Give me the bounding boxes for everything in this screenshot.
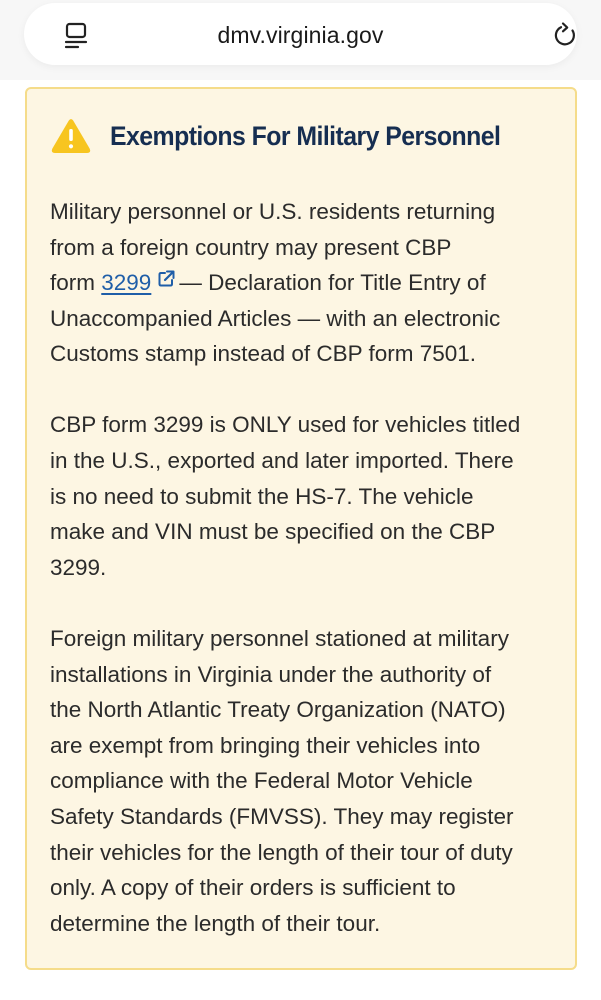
text-line: their vehicles for the length of their tour of duty — [50, 839, 513, 865]
alert-title: Exemptions For Military Personnel — [110, 120, 501, 151]
text-line: in the U.S., exported and later imported. There — [50, 448, 514, 474]
text-line: Foreign military personnel stationed at military — [50, 625, 509, 651]
alert-body — [50, 194, 560, 977]
browser-toolbar — [0, 0, 601, 80]
warning-alert — [25, 87, 577, 970]
text-fragment: form — [50, 270, 102, 296]
text-line-with-link — [50, 265, 560, 301]
text-line: compliance with the Federal Motor Vehicle — [50, 768, 473, 794]
form-3299-link[interactable]: 3299 — [101, 270, 152, 296]
alert-header — [51, 116, 534, 156]
text-line: the North Atlantic Treaty Organization (NATO) — [50, 697, 506, 723]
text-line: Military personnel or U.S. residents returning — [50, 199, 496, 224]
external-link-icon[interactable] — [157, 270, 175, 288]
text-line: is no need to submit the HS-7. The vehicle — [50, 483, 474, 509]
reload-icon[interactable] — [552, 21, 580, 49]
text-fragment: — Declaration for Title Entry of — [179, 270, 486, 296]
url-text[interactable]: dmv.virginia.gov — [217, 22, 384, 48]
text-line: 3299. — [50, 554, 107, 580]
text-line: installations in Virginia under the authority of — [50, 661, 492, 687]
text-line: Customs stamp instead of CBP form 7501. — [50, 341, 477, 367]
warning-triangle-icon — [51, 118, 91, 154]
text-line: CBP form 3299 is ONLY used for vehicles titled — [50, 412, 521, 438]
paragraph-cbp-3299-intro — [50, 194, 560, 372]
address-bar[interactable] — [24, 3, 577, 65]
text-line: determine the length of their tour. — [50, 910, 381, 936]
text-line: Safety Standards (FMVSS). They may register — [50, 803, 514, 829]
paragraph-nato-personnel — [50, 621, 560, 941]
text-line: make and VIN must be specified on the CBP — [50, 519, 496, 545]
text-line: Unaccompanied Articles — with an electronic — [50, 305, 501, 331]
text-line: only. A copy of their orders is sufficient to — [50, 875, 456, 901]
paragraph-cbp-3299-usage — [50, 407, 560, 585]
text-line: are exempt from bringing their vehicles into — [50, 732, 481, 758]
text-line: from a foreign country may present CBP — [50, 234, 452, 260]
